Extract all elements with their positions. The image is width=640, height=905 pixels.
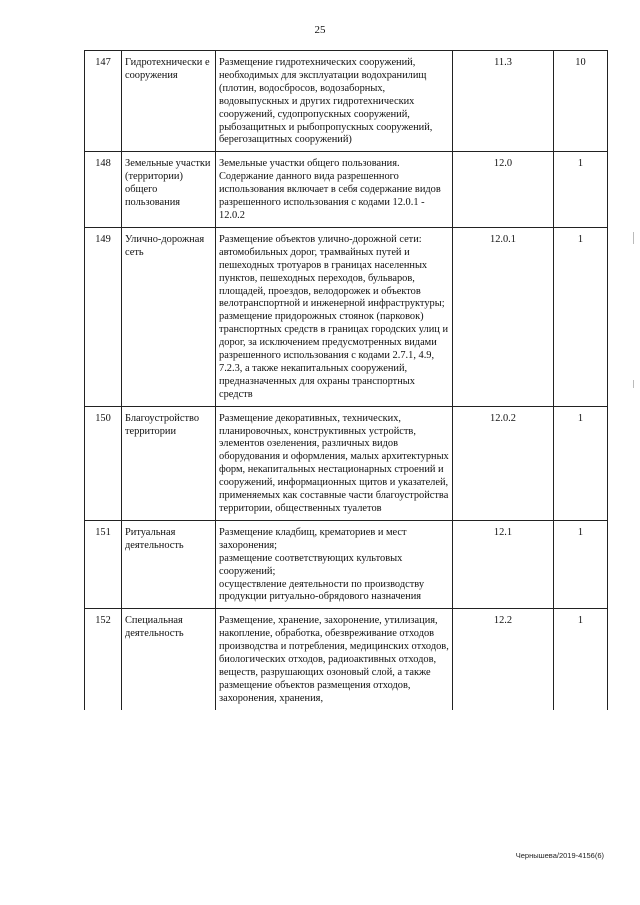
land-use-name: Благоустройство территории (122, 406, 216, 520)
table-row (85, 520, 608, 608)
description-paragraph: Размещение декоративных, технических, планировочных, конструктивных устройств, элементов озеленения, различных видов оборудования и оформления, малых архитектурных форм, некапитальных нестационарных строений и сооружений, информационных щитов и указателей, применяемых как составные части благоустройства территории, общественных туалетов (219, 412, 449, 514)
row-number: 151 (85, 520, 122, 608)
description-paragraph: Земельные участки общего пользования. Содержание данного вида разрешенного использования включает в себя содержание видов разрешенного использования с кодами 12.0.1 - 12.0.2 (219, 158, 441, 221)
table-row (85, 609, 608, 710)
row-number: 150 (85, 406, 122, 520)
description-paragraph: Размещение объектов улично-дорожной сети: автомобильных дорог, трамвайных путей и пешеходных тротуаров в границах населенных пунктов, пешеходных переходов, бульваров, площадей, проездов, велодорожек и объектов велотранспортной и инженерной инфраструктуры; (219, 233, 445, 310)
table-row (85, 152, 608, 228)
description-paragraph: осуществление деятельности по производству продукции ритуально-обрядового назначения (219, 578, 425, 603)
land-use-code: 12.0.2 (453, 406, 554, 520)
land-use-code: 12.0 (453, 152, 554, 228)
description-paragraph: Размещение гидротехнических сооружений, необходимых для эксплуатации водохранилищ (плотин, водосбросов, водозаборных, водовыпускных и других гидротехнических сооружений, судопропускных сооружений, рыбозащитных и рыбопропускных сооружений, берегозащитных сооружений) (219, 57, 433, 146)
land-use-code: 12.0.1 (453, 227, 554, 406)
table-body (85, 51, 608, 710)
land-use-count: 1 (554, 152, 608, 228)
land-use-name: Гидротехнически е сооружения (122, 51, 216, 152)
table-row (85, 51, 608, 152)
land-use-code: 12.1 (453, 520, 554, 608)
land-use-count: 1 (554, 609, 608, 710)
table-row (85, 227, 608, 406)
row-number: 152 (85, 609, 122, 710)
land-use-count: 1 (554, 406, 608, 520)
land-use-description (216, 227, 453, 406)
row-number: 149 (85, 227, 122, 406)
page-number: 25 (314, 24, 326, 36)
land-use-name: Ритуальная деятельность (122, 520, 216, 608)
land-use-code: 12.2 (453, 609, 554, 710)
description-paragraph: размещение соответствующих культовых сооружений; (219, 552, 403, 577)
land-use-table (84, 50, 608, 710)
land-use-name: Улично-дорожная сеть (122, 227, 216, 406)
land-use-description (216, 51, 453, 152)
land-use-description (216, 609, 453, 710)
description-paragraph: Размещение, хранение, захоронение, утилизация, накопление, обработка, обезвреживание отходов производства и потребления, медицинских отходов, биологических отходов, радиоактивных отходов, веществ, разрушающих озоновый слой, а также размещение объектов размещения отходов, захоронения, хранения, (219, 615, 449, 704)
land-use-count: 1 (554, 520, 608, 608)
land-use-description (216, 520, 453, 608)
land-use-count: 1 (554, 227, 608, 406)
description-paragraph: размещение придорожных стоянок (парковок) транспортных средств в границах городских улиц и дорог, за исключением предусмотренных видами разрешенного использования с кодами 2.7.1, 4.9, 7.2.3, а также некапитальных сооружений, предназначенных для охраны транспортных средств (219, 311, 449, 400)
land-use-name: Земельные участки (территории) общего пользования (122, 152, 216, 228)
row-number: 147 (85, 51, 122, 152)
land-use-name: Специальная деятельность (122, 609, 216, 710)
scan-artifact-mark (633, 380, 634, 388)
scan-artifact-mark (633, 232, 634, 244)
land-use-description (216, 152, 453, 228)
document-reference: Чернышева/2019-4156(6) (515, 851, 604, 860)
description-paragraph: Размещение кладбищ, крематориев и мест захоронения; (219, 526, 407, 551)
row-number: 148 (85, 152, 122, 228)
land-use-description (216, 406, 453, 520)
land-use-count: 10 (554, 51, 608, 152)
land-use-code: 11.3 (453, 51, 554, 152)
table-row (85, 406, 608, 520)
